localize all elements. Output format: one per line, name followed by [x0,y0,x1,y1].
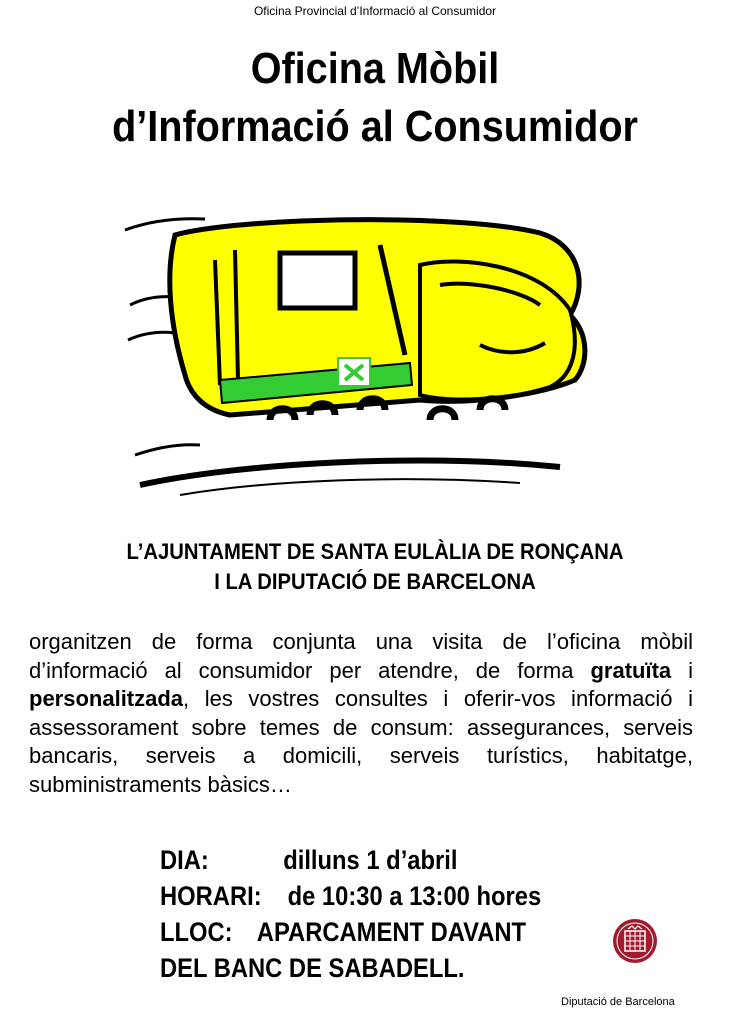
wheel-1 [270,409,295,420]
title-line-2: d’Informació al Consumidor [112,102,638,151]
organizers-line-2: I LA DIPUTACIÓ DE BARCELONA [214,569,536,594]
body-part-1: organitzen de forma conjunta una visita de l’oficina mòbil d’informació al consumidor per atendre, de forma [29,629,693,683]
detail-row-place-2 [160,950,541,986]
detail-row-time [160,878,541,914]
time-label: HORARI: [160,881,262,911]
time-value: de 10:30 a 13:00 hores [287,881,542,911]
title-line-1: Oficina Mòbil [250,44,500,93]
event-details [160,842,541,986]
body-bold-free: gratuïta [590,657,672,683]
detail-row-place [160,914,541,950]
organizers-heading [30,537,720,597]
date-label: DIA: [160,845,209,875]
road-line-thin [180,479,520,495]
wheel-4 [430,409,455,420]
mobile-office-bus-illustration [120,205,590,505]
body-part-3: , les vostres consultes i oferir-vos informació i assessorament sobre temes de consum: assegurances, serveis bancaris, serveis a domicili, serveis turístics, habitatge, subministraments bàsics… [29,686,693,797]
speed-line-3 [128,332,175,340]
body-part-2: i [671,657,693,683]
organizers-line-1: L’AJUNTAMENT DE SANTA EULÀLIA DE RONÇANA [126,539,624,564]
page-title [38,40,713,156]
detail-row-date [160,842,541,878]
speed-line-4 [135,445,200,455]
date-value: dilluns 1 d’abril [283,845,458,875]
place-label: LLOC: [160,917,233,947]
top-header: Oficina Provincial d’Informació al Consumidor [253,4,497,18]
footer-text: Diputació de Barcelona [561,996,675,1008]
place-value-2: DEL BANC DE SABADELL. [160,953,465,983]
diputacio-seal-logo [612,918,658,964]
body-bold-personalized: personalitzada [29,686,184,711]
body-paragraph [29,628,693,799]
speed-line-1 [125,219,205,230]
place-value-1: APARCAMENT DAVANT [256,917,527,947]
wheel-5 [480,399,505,410]
bus-window [280,253,355,308]
